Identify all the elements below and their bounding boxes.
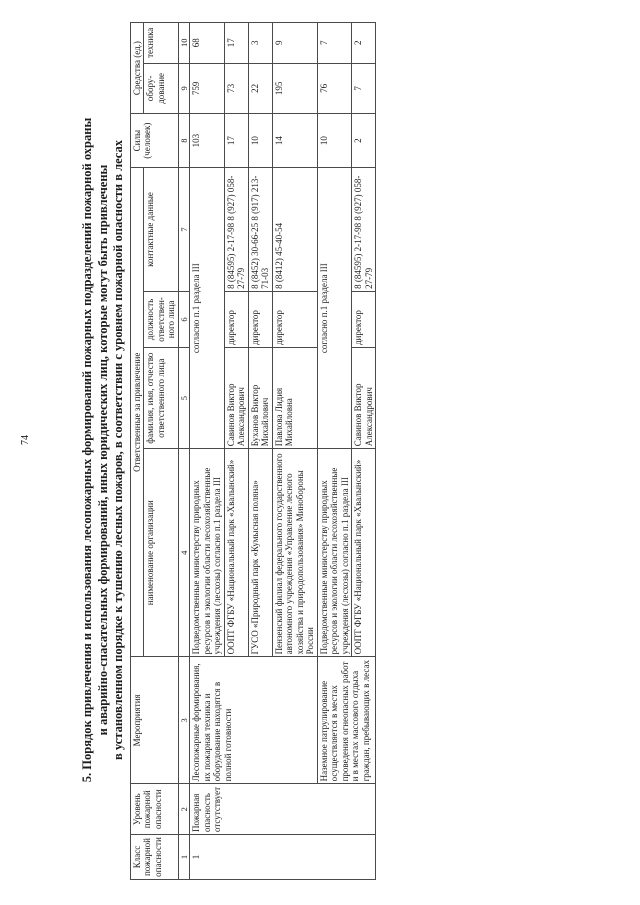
person-cell: Буханов Виктор Михайлович (248, 348, 272, 449)
col-org-header: наименование организации (144, 449, 179, 657)
col-class-header: Класс пожарной опасности (130, 835, 178, 880)
forces-cell: 10 (317, 114, 352, 168)
col-number: 4 (178, 449, 190, 657)
person-cell: Савинов Виктор Александрович (352, 348, 376, 449)
position-cell: директор (352, 291, 376, 347)
person-cell: Павлова Лидия Михайловна (272, 348, 317, 449)
vehicles-cell: 9 (272, 23, 317, 64)
col-number: 5 (178, 348, 190, 449)
col-measures-header: Мероприятия (130, 657, 178, 784)
col-position-header: должность ответствен-ного лица (144, 291, 179, 347)
col-number: 1 (178, 835, 190, 880)
col-vehicles-header: техника (144, 23, 179, 64)
table-row (317, 23, 352, 880)
col-number: 8 (178, 114, 190, 168)
org-cell: Подведомственные министерству природных ресурсов и экологии области лесохозяйственные учреждения (лесхозы) согласно п.1 раздела III (317, 449, 352, 657)
column-numbers-row (178, 23, 190, 880)
vehicles-cell: 68 (190, 23, 225, 64)
heading-line-1: 5. Порядок привлечения и использования лесопожарных формирований пожарных подразделений пожарной охраны (80, 117, 94, 783)
equipment-cell: 759 (190, 63, 225, 114)
level-cell: Пожарная опасность отсутствует (190, 784, 376, 835)
col-equipment-header: обору-дование (144, 63, 179, 114)
col-number: 2 (178, 784, 190, 835)
col-responsible-header: Ответственные за привлечение (130, 168, 144, 657)
forces-cell: 103 (190, 114, 225, 168)
heading-line-3: в установленном порядке к тушению лесных пожаров, в соответствии с уровнем пожарной опасности в лесах (111, 140, 125, 761)
col-number: 6 (178, 291, 190, 347)
measure-cell: Лесопожарные формирования, их пожарная техника и оборудование находятся в полной готовности (190, 657, 318, 784)
measure-cell: Наземное патрулирование осуществляется в местах проведения огнеопасных работ и в местах массового отдыха граждан, пребывающих в лесах (317, 657, 376, 784)
class-cell: 1 (190, 835, 376, 880)
header-row-1 (130, 23, 144, 880)
position-cell: директор (248, 291, 272, 347)
person-cell: Савинов Виктор Александрович (224, 348, 248, 449)
org-cell: ООПТ ФГБУ «Национальный парк «Хвалынский» (224, 449, 248, 657)
col-number: 3 (178, 657, 190, 784)
vehicles-cell: 7 (317, 23, 352, 64)
forces-table (130, 22, 377, 880)
col-forces-header: Силы (человек) (130, 114, 178, 168)
org-cell: Пензенский филиал федерального государственного автономного учреждения «Управление лесного хозяйства и природопользования» Минобороны России (272, 449, 317, 657)
col-means-header: Средства (ед.) (130, 23, 144, 114)
col-number: 9 (178, 63, 190, 114)
col-number: 10 (178, 23, 190, 64)
see-ref-cell: согласно п.1 раздела III (317, 168, 352, 449)
contacts-cell: 8 (84595) 2-17-98 8 (927) 058-27-79 (224, 168, 248, 292)
document-heading (80, 20, 127, 880)
col-person-header: фамилия, имя, отчество ответственного лица (144, 348, 179, 449)
forces-cell: 17 (224, 114, 248, 168)
org-cell: Подведомственные министерству природных ресурсов и экологии области лесохозяйственные учреждения (лесхозы) согласно п.1 раздела III (190, 449, 225, 657)
org-cell: ГУСО «Природный парк «Кумысная поляна» (248, 449, 272, 657)
contacts-cell: 8 (84595) 2-17-98 8 (927) 058-27-79 (352, 168, 376, 292)
position-cell: директор (272, 291, 317, 347)
forces-cell: 14 (272, 114, 317, 168)
col-contacts-header: контактные данные (144, 168, 179, 292)
col-level-header: Уровень пожарной опасности (130, 784, 178, 835)
equipment-cell: 195 (272, 63, 317, 114)
equipment-cell: 73 (224, 63, 248, 114)
position-cell: директор (224, 291, 248, 347)
rotated-page (80, 20, 595, 880)
heading-line-2: и аварийно-спасательных формирований, иных юридических лиц, которые могут быть привлечены (95, 164, 110, 736)
table-row (190, 23, 225, 880)
forces-cell: 2 (352, 114, 376, 168)
vehicles-cell: 2 (352, 23, 376, 64)
org-cell: ООПТ ФГБУ «Национальный парк «Хвалынский» (352, 449, 376, 657)
forces-cell: 10 (248, 114, 272, 168)
vehicles-cell: 3 (248, 23, 272, 64)
col-number: 7 (178, 168, 190, 292)
page-number: 74 (20, 435, 31, 445)
vehicles-cell: 17 (224, 23, 248, 64)
equipment-cell: 7 (352, 63, 376, 114)
equipment-cell: 76 (317, 63, 352, 114)
see-ref-cell: согласно п.1 раздела III (190, 168, 225, 449)
equipment-cell: 22 (248, 63, 272, 114)
contacts-cell: 8 (8412) 45-40-54 (272, 168, 317, 292)
contacts-cell: 8 (8452) 30-66-25 8 (917) 213-71-03 (248, 168, 272, 292)
